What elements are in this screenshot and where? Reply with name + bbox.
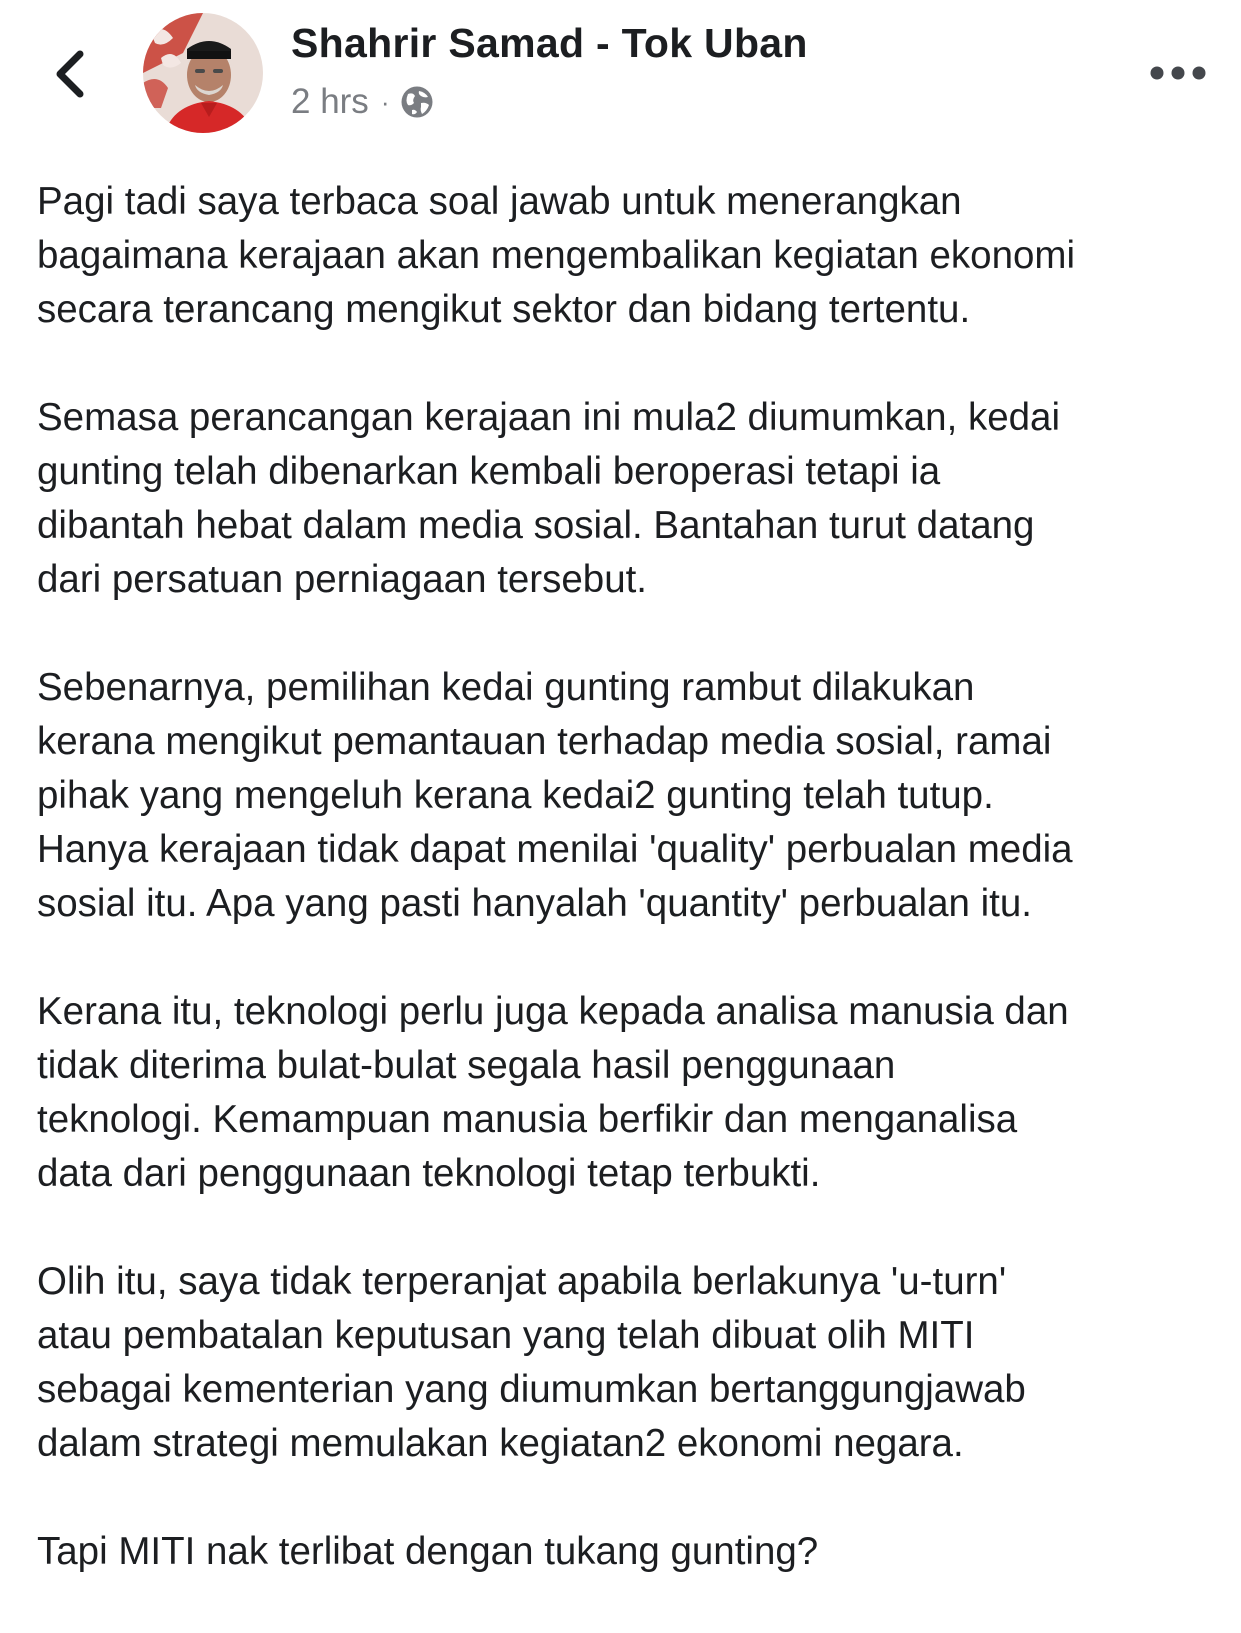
post-paragraph: Pagi tadi saya terbaca soal jawab untuk menerangkan bagaimana kerajaan akan mengembalikan kegiatan ekonomi secara terancang mengikut sektor dan bidang tertentu.	[37, 180, 1076, 331]
more-options-button[interactable]	[1146, 55, 1210, 91]
meta-separator: ·	[380, 86, 390, 117]
post-timestamp[interactable]: 2 hrs	[291, 82, 369, 121]
back-button[interactable]	[40, 40, 100, 108]
post-paragraph: Sebenarnya, pemilihan kedai gunting rambut dilakukan kerana mengikut pemantauan terhadap media sosial, ramai pihak yang mengeluh kerana kedai2 gunting telah tutup. Hanya kerajaan tidak dapat menilai 'quality' perbualan media sosial itu. Apa yang pasti hanyalah 'quantity' perbualan itu.	[37, 666, 1073, 925]
post-paragraph: Tapi MITI nak terlibat dengan tukang gunting?	[37, 1530, 819, 1573]
post-paragraph: Kerana itu, teknologi perlu juga kepada analisa manusia dan tidak diterima bulat-bulat segala hasil penggunaan teknologi. Kemampuan manusia berfikir dan menganalisa data dari penggunaan teknologi tetap terbukti.	[37, 990, 1069, 1195]
post-body	[37, 175, 1232, 1633]
avatar[interactable]	[143, 13, 263, 133]
profile-photo	[143, 13, 263, 133]
post-paragraph: Semasa perancangan kerajaan ini mula2 diumumkan, kedai gunting telah dibenarkan kembali beroperasi tetapi ia dibantah hebat dalam media sosial. Bantahan turut datang dari persatuan perniagaan tersebut.	[37, 396, 1060, 601]
post-meta	[291, 79, 435, 125]
globe-icon[interactable]	[399, 84, 435, 120]
more-horizontal-icon	[1148, 63, 1208, 83]
author-name[interactable]: Shahrir Samad - Tok Uban	[291, 20, 808, 66]
post-header	[0, 0, 1241, 150]
chevron-left-icon	[52, 48, 88, 100]
post-paragraph: Olih itu, saya tidak terperanjat apabila berlakunya 'u-turn' atau pembatalan keputusan yang telah dibuat olih MITI sebagai kementerian yang diumumkan bertanggungjawab dalam strategi memulakan kegiatan2 ekonomi negara.	[37, 1260, 1026, 1465]
